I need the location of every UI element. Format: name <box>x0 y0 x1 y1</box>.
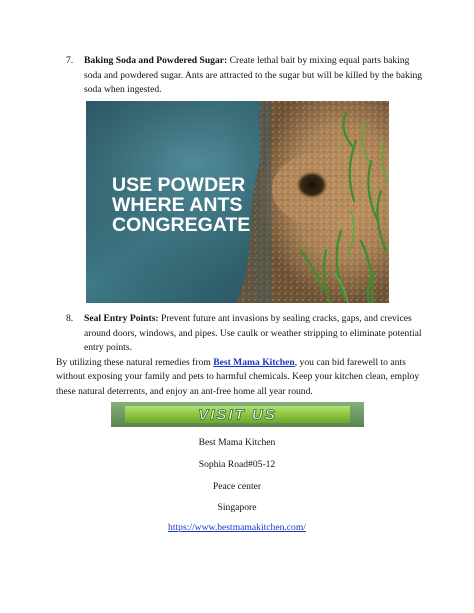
image-caption-line2: WHERE ANTS <box>112 194 243 216</box>
visit-us-label: VISIT US <box>198 406 277 424</box>
list-item-body <box>84 312 424 356</box>
list-item-text: Prevent future ant invasions by sealing cracks, gaps, and crevices around doors, windows, and pipes. Use caulk or weather stripping to eliminate potential entry points. <box>84 313 422 354</box>
footer-url-line <box>0 522 474 534</box>
ant-powder-image <box>86 101 389 303</box>
footer-address-road: Sophia Road#05-12 <box>198 459 276 470</box>
list-number: 8. <box>66 313 74 324</box>
image-caption-line1: USE POWDER <box>112 174 246 196</box>
list-item-body <box>84 54 424 98</box>
visit-us-banner <box>111 402 364 427</box>
list-item-7 <box>66 54 424 98</box>
website-link[interactable]: https://www.bestmamakitchen.com/ <box>168 522 306 533</box>
paragraph-text-after: , you can bid farewell to ants without exposing your family and pets to harmful chemicals. Keep your kitchen clean, employ these natural deterrents, and enjoy an ant-free home all year round. <box>56 357 420 397</box>
footer-address-country: Singapore <box>217 502 257 513</box>
best-mama-kitchen-link[interactable]: Best Mama Kitchen <box>213 357 295 368</box>
visit-us-button[interactable] <box>111 402 364 427</box>
paragraph-text-before: By utilizing these natural remedies from <box>56 357 214 368</box>
list-number: 7. <box>66 55 74 66</box>
list-item-title: Seal Entry Points: <box>84 313 159 324</box>
footer-business-name: Best Mama Kitchen <box>198 437 276 448</box>
footer-address-center: Peace center <box>212 481 262 492</box>
list-item-title: Baking Soda and Powdered Sugar: <box>84 55 228 66</box>
closing-paragraph <box>56 356 426 399</box>
image-caption-line3: CONGREGATE <box>112 214 251 236</box>
ant-hill-illustration <box>86 101 389 303</box>
list-item-8 <box>66 312 424 356</box>
list-item-text: Create lethal bait by mixing equal parts baking soda and powdered sugar. Ants are attracted to the sugar but will be killed by the baking soda when ingested. <box>84 55 423 96</box>
